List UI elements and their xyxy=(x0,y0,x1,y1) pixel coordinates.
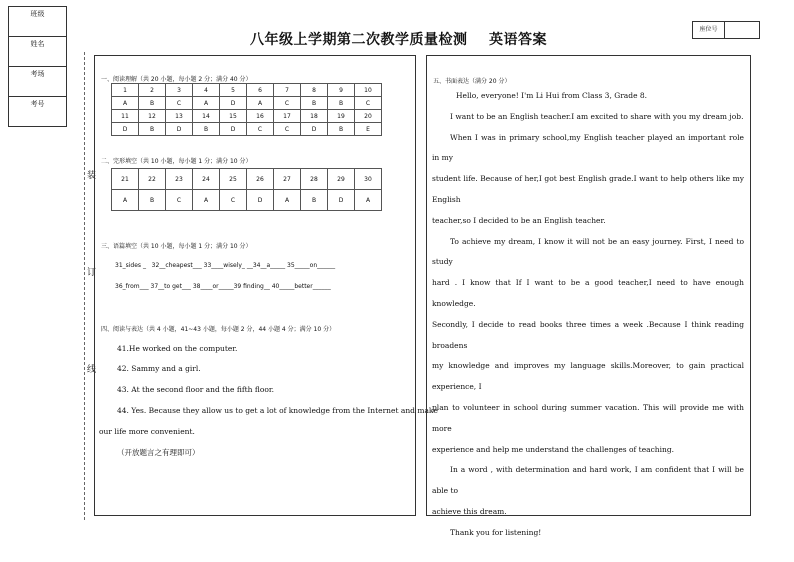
essay-line: my knowledge and improves my language skills.Moreover, to gain practical experience, I xyxy=(432,361,744,392)
essay-line: In a word , with determination and hard work, I am confident that I will be able to xyxy=(432,465,744,496)
answer-cell: 29 xyxy=(328,169,355,190)
essay-line: teacher,so I decided to be an English teacher. xyxy=(432,215,606,225)
answer-cell: A xyxy=(193,97,220,110)
info-number-label: 考号 xyxy=(30,100,45,108)
answer-cell: D xyxy=(112,123,139,136)
answer-cell: 17 xyxy=(274,110,301,123)
answer-cell: 15 xyxy=(220,110,247,123)
seat-number-box xyxy=(692,21,760,39)
section3-line1: 31_sides _ 32__cheapest___ 33____wisely_ __34__a_____ 35_____on______ xyxy=(115,262,336,269)
essay-line: plan to volunteer in school during summer vacation. This will provide me with more xyxy=(432,402,744,433)
page-title: 八年级上学期第二次教学质量检测 英语答案 xyxy=(250,32,547,48)
answer-44-continued: our life more convenient. xyxy=(99,427,195,436)
answer-cell: 30 xyxy=(355,169,382,190)
answer-cell: C xyxy=(220,190,247,211)
section2-answer-table xyxy=(111,168,382,211)
answer-cell: 12 xyxy=(139,110,166,123)
section1-answer-table xyxy=(111,83,382,136)
essay-line: I want to be an English teacher.I am excited to share with you my dream job. xyxy=(450,111,744,121)
answer-cell: D xyxy=(220,123,247,136)
section3-line2: 36_from___ 37__to get___ 38____or_____39 finding__ 40_____better______ xyxy=(115,283,331,290)
section1-heading: 一、阅读理解（共 20 小题，每小题 2 分；满分 40 分） xyxy=(101,76,252,83)
answer-cell: C xyxy=(274,123,301,136)
essay-line: When I was in primary school,my English teacher played an important role in my xyxy=(432,132,744,163)
section2-heading: 二、完形填空（共 10 小题，每小题 1 分；满分 10 分） xyxy=(101,158,252,165)
answer-table-row xyxy=(112,169,382,190)
answer-cell: 20 xyxy=(355,110,382,123)
answer-cell: 2 xyxy=(139,84,166,97)
binding-char-ding: 订 xyxy=(87,268,97,278)
answer-cell: 10 xyxy=(355,84,382,97)
answer-cell: A xyxy=(112,97,139,110)
seat-number-label: 座位号 xyxy=(693,22,725,38)
answer-cell: 24 xyxy=(193,169,220,190)
answer-42: 42. Sammy and a girl. xyxy=(117,364,201,373)
answer-cell: C xyxy=(247,123,274,136)
essay-line: experience and help me understand the challenges of teaching. xyxy=(432,444,675,454)
answer-43: 43. At the second floor and the fifth floor. xyxy=(117,385,275,394)
answers-panel-left xyxy=(94,55,438,516)
answer-cell: 19 xyxy=(328,110,355,123)
binding-char-xian: 线 xyxy=(87,365,97,375)
answer-cell: B xyxy=(301,190,328,211)
answer-cell: 27 xyxy=(274,169,301,190)
answer-cell: C xyxy=(166,190,193,211)
essay-line: Secondly, I decide to read books three times a week .Because I think reading broadens xyxy=(432,319,744,350)
answer-cell: B xyxy=(139,97,166,110)
answer-table-row xyxy=(112,110,382,123)
answer-cell: B xyxy=(193,123,220,136)
answer-cell: A xyxy=(112,190,139,211)
answer-cell: 25 xyxy=(220,169,247,190)
answer-cell: 26 xyxy=(247,169,274,190)
answer-cell: 5 xyxy=(220,84,247,97)
answer-cell: A xyxy=(355,190,382,211)
answer-cell: C xyxy=(355,97,382,110)
answers-panel-right xyxy=(426,55,751,537)
answer-cell: D xyxy=(301,123,328,136)
answer-cell: 6 xyxy=(247,84,274,97)
answer-cell: D xyxy=(328,190,355,211)
answer-cell: 13 xyxy=(166,110,193,123)
essay-line: hard . I know that If I want to be a good teacher,I need to have enough knowledge. xyxy=(432,278,744,308)
answer-cell: 14 xyxy=(193,110,220,123)
section3-heading: 三、语篇填空（共 10 小题，每小题 1 分；满分 10 分） xyxy=(101,243,252,250)
answer-cell: A xyxy=(193,190,220,211)
answer-cell: A xyxy=(247,97,274,110)
answer-cell: 23 xyxy=(166,169,193,190)
open-question-note: （开放题言之有理即可） xyxy=(117,448,200,457)
answer-cell: B xyxy=(301,97,328,110)
answer-table-row xyxy=(112,123,382,136)
answer-cell: 4 xyxy=(193,84,220,97)
section5-heading: 五、书面表达（满分 20 分） xyxy=(433,78,511,85)
answer-cell: C xyxy=(166,97,193,110)
answer-table-row xyxy=(112,97,382,110)
student-info-table xyxy=(8,6,67,127)
answer-44: 44. Yes. Because they allow us to get a lot of knowledge from the Internet and make xyxy=(117,406,438,415)
answer-cell: 22 xyxy=(139,169,166,190)
answer-41: 41.He worked on the computer. xyxy=(117,344,238,353)
answer-cell: B xyxy=(328,123,355,136)
answer-cell: A xyxy=(274,190,301,211)
answer-cell: E xyxy=(355,123,382,136)
answer-cell: B xyxy=(328,97,355,110)
answer-cell: 1 xyxy=(112,84,139,97)
answer-table-row xyxy=(112,84,382,97)
answer-table-row xyxy=(112,190,382,211)
answer-cell: 16 xyxy=(247,110,274,123)
essay-line: student life. Because of her,I got best English grade.I want to help others like my English xyxy=(432,174,744,204)
answer-cell: 8 xyxy=(301,84,328,97)
answer-cell: 3 xyxy=(166,84,193,97)
answer-cell: B xyxy=(139,123,166,136)
answer-cell: 9 xyxy=(328,84,355,97)
answer-cell: B xyxy=(139,190,166,211)
binding-char-zhuang: 装 xyxy=(87,171,97,181)
answer-cell: 28 xyxy=(301,169,328,190)
section4-heading: 四、阅读与表达（共 4 小题，41~43 小题，每小题 2 分，44 小题 4 分；满分 10 分） xyxy=(101,326,336,333)
info-room-label: 考场 xyxy=(9,67,66,97)
answer-cell: D xyxy=(166,123,193,136)
binding-dashed-line xyxy=(84,52,85,520)
essay-line: Hello, everyone! I'm Li Hui from Class 3, Grade 8. xyxy=(456,91,648,100)
essay-line: Thank you for listening! xyxy=(450,527,542,537)
info-name-label: 姓名 xyxy=(9,37,66,67)
essay-line: To achieve my dream, I know it will not be an easy journey. First, I need to study xyxy=(432,236,744,267)
answer-cell: 21 xyxy=(112,169,139,190)
essay-text xyxy=(432,86,744,544)
answer-cell: D xyxy=(247,190,274,211)
info-class-label: 班级 xyxy=(9,7,66,37)
answer-cell: 7 xyxy=(274,84,301,97)
answer-cell: 11 xyxy=(112,110,139,123)
answer-cell: C xyxy=(274,97,301,110)
answer-cell: 18 xyxy=(301,110,328,123)
essay-line: achieve this dream. xyxy=(432,506,507,516)
answer-cell: D xyxy=(220,97,247,110)
